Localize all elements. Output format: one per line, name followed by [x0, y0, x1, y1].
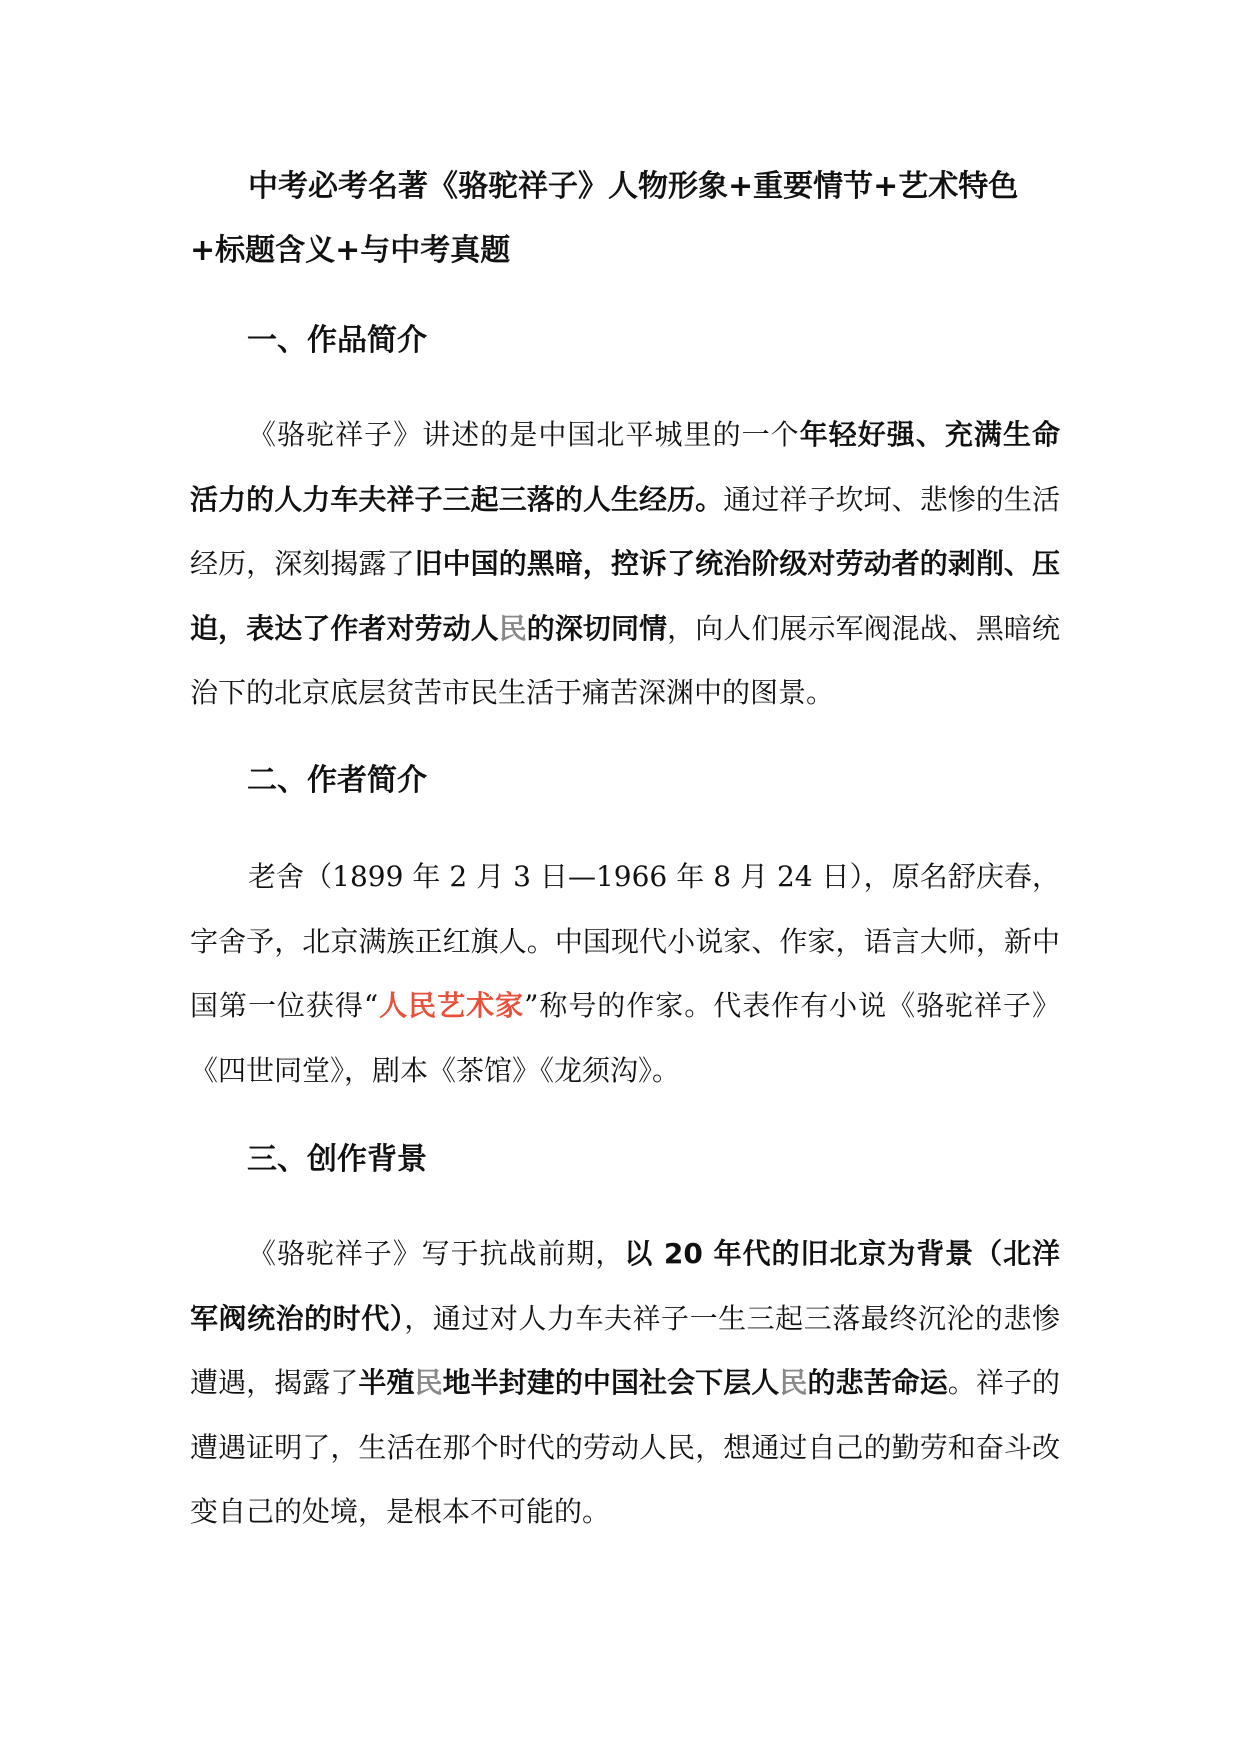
- grey-char: 民: [498, 611, 527, 645]
- text-run: 《骆驼祥子》讲述的是中国北平城里的一个: [248, 418, 800, 451]
- text-run: 。祥子的遭遇证明了，生活在那个时代的劳动人民，想通过自己的勤劳和奋斗改变自己的处境，是根本不可能的。: [190, 1366, 1060, 1528]
- grey-char: 民: [779, 1366, 808, 1399]
- document-title: 中考必考名著《骆驼祥子》人物形象+重要情节+艺术特色+标题含义+与中考真题: [190, 169, 1019, 268]
- text-run: 通过祥子坎坷、悲惨的生活经历，深刻揭露了: [190, 482, 1060, 580]
- paragraph-background: [190, 1222, 1060, 1545]
- paragraph-author: [190, 845, 1060, 1103]
- bold-run: 的悲苦命运: [807, 1366, 948, 1399]
- paragraph-intro: [190, 403, 1060, 726]
- bold-run: 的深切同情: [526, 611, 668, 645]
- bold-run: 旧中国的黑暗，控诉了统治阶级对劳动者的剥削、压迫，表达了作者对劳动人: [190, 547, 1060, 645]
- grey-char: 民: [414, 1366, 443, 1399]
- text-run: ，通过对人力车夫祥子一生三起三落最终沉沦的悲惨遭遇，揭露了: [190, 1301, 1060, 1399]
- text-run: ”称号的作家。代表作有小说《骆驼祥子》《四世同堂》，剧本《茶馆》《龙须沟》。: [190, 989, 1060, 1087]
- bold-run: 以 20 年代的旧北京为背景（北洋军阀统治的时代）: [190, 1237, 1060, 1335]
- highlight-red-run: 人民艺术家: [378, 989, 525, 1022]
- section-heading-intro: 一、作品简介: [247, 323, 427, 358]
- bold-run: 半殖: [358, 1366, 415, 1399]
- section-heading-background: 三、创作背景: [247, 1142, 427, 1177]
- bold-run: 地半封建的中国社会下层人: [442, 1366, 780, 1399]
- section-heading-author: 二、作者简介: [247, 763, 427, 798]
- text-run: 老舍（1899 年 2 月 3 日—1966 年 8 月 24 日），原名舒庆春，字舍予，北京满族正红旗人。中国现代小说家、作家，语言大师，新中国第一位获得“: [190, 860, 1060, 1022]
- bold-run: 年轻好强、充满生命活力的人力车夫祥子三起三落的人生经历。: [190, 418, 1060, 516]
- text-run: ，向人们展示军阀混战、黑暗统治下的北京底层贫苦市民生活于痛苦深渊中的图景。: [190, 611, 1060, 709]
- text-run: 《骆驼祥子》写于抗战前期，: [248, 1237, 625, 1270]
